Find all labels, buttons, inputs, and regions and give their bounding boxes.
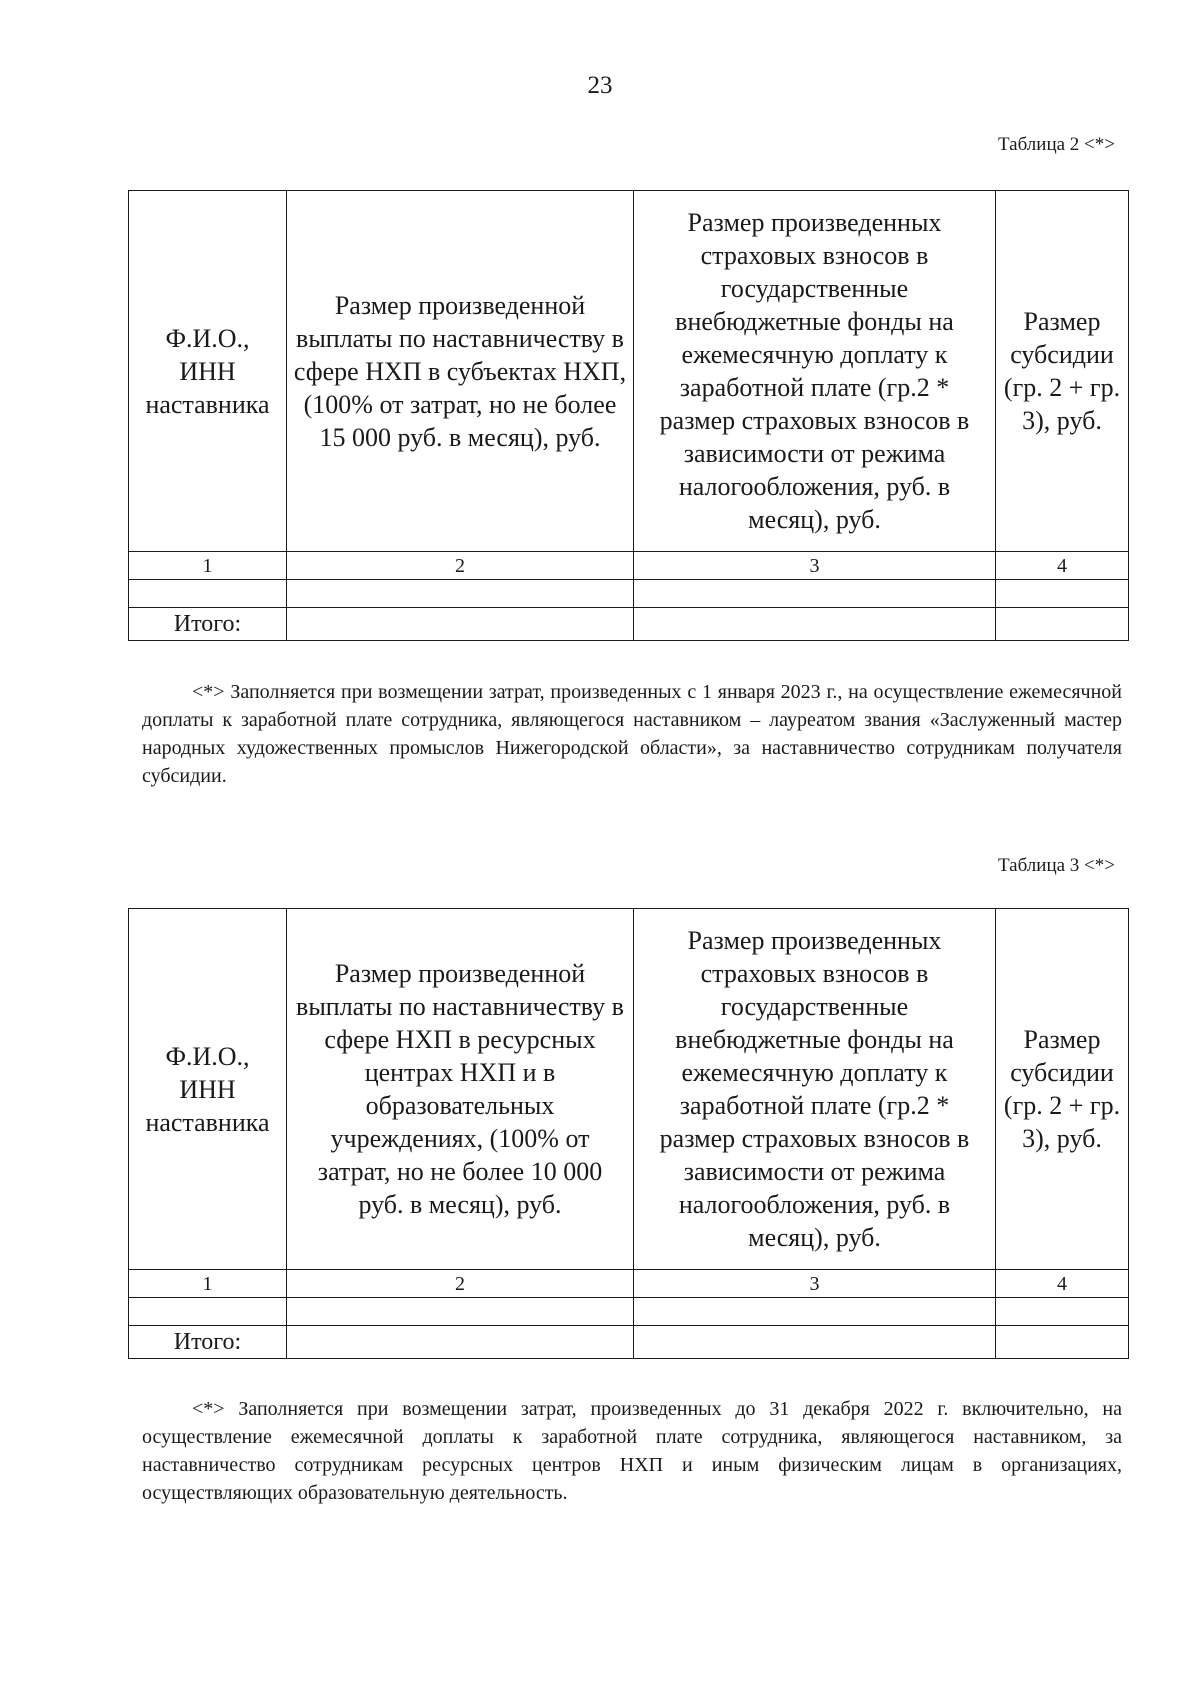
table-3-caption: Таблица 3 <*> — [998, 855, 1115, 876]
table-cell — [634, 608, 996, 641]
table-2-footnote — [142, 678, 1122, 790]
table-3-colnum-3: 3 — [634, 1270, 996, 1298]
table-3-column-numbers — [129, 1270, 1129, 1298]
table-3-header-row — [129, 909, 1129, 1270]
table-2-footnote-text: <*> Заполняется при возмещении затрат, произведенных с 1 января 2023 г., на осуществление ежемесячной доплаты к заработной плате сотрудника, являющегося наставником – лауреатом звания «Заслуженный мастер народных художественных промыслов Нижегородской области», за наставничество сотрудникам получателя субсидии. — [142, 681, 1122, 787]
table-3-footnote — [142, 1395, 1122, 1507]
table-cell — [996, 1326, 1129, 1359]
table-2-colnum-2: 2 — [287, 552, 634, 580]
table-3-colnum-4: 4 — [996, 1270, 1129, 1298]
table-cell — [287, 608, 634, 641]
table-3-total-label: Итого: — [129, 1326, 287, 1359]
table-3-header-fio: Ф.И.О., ИНН наставника — [129, 909, 287, 1270]
table-cell — [634, 1298, 996, 1326]
table-cell — [996, 580, 1129, 608]
table-2-column-numbers — [129, 552, 1129, 580]
table-2-colnum-4: 4 — [996, 552, 1129, 580]
table-2-header-subsidy: Размер субсидии (гр. 2 + гр. 3), руб. — [996, 191, 1129, 552]
page-number: 23 — [587, 72, 613, 99]
table-cell — [634, 580, 996, 608]
table-2-caption: Таблица 2 <*> — [998, 134, 1115, 155]
table-cell — [287, 1298, 634, 1326]
table-3-empty-row — [129, 1298, 1129, 1326]
table-2-total-label: Итого: — [129, 608, 287, 641]
table-3-colnum-2: 2 — [287, 1270, 634, 1298]
table-3-colnum-1: 1 — [129, 1270, 287, 1298]
table-cell — [996, 608, 1129, 641]
table-cell — [996, 1298, 1129, 1326]
table-2-header-row — [129, 191, 1129, 552]
table-2-total-row — [129, 608, 1129, 641]
table-cell — [129, 580, 287, 608]
table-3-footnote-text: <*> Заполняется при возмещении затрат, произведенных до 31 декабря 2022 г. включительно, на осуществление ежемесячной доплаты к заработной плате сотрудника, являющегося наставником, за наставничество сотрудникам ресурсных центров НХП и иным физическим лицам в организациях, осуществляющих образовательную деятельность. — [142, 1398, 1122, 1504]
table-3-header-subsidy: Размер субсидии (гр. 2 + гр. 3), руб. — [996, 909, 1129, 1270]
table-3 — [128, 908, 1129, 1359]
table-2-header-fio: Ф.И.О., ИНН наставника — [129, 191, 287, 552]
table-3-total-row — [129, 1326, 1129, 1359]
table-2-empty-row — [129, 580, 1129, 608]
table-2 — [128, 190, 1129, 641]
table-2-header-insurance: Размер произведенных страховых взносов в государственные внебюджетные фонды на ежемесячную доплату к заработной плате (гр.2 * размер страховых взносов в зависимости от режима налогообложения, руб. в месяц), руб. — [634, 191, 996, 552]
table-3-header-payment: Размер произведенной выплаты по наставничеству в сфере НХП в ресурсных центрах НХП и в образовательных учреждениях, (100% от затрат, но не более 10 000 руб. в месяц), руб. — [287, 909, 634, 1270]
table-cell — [287, 1326, 634, 1359]
table-cell — [287, 580, 634, 608]
table-2-colnum-3: 3 — [634, 552, 996, 580]
table-cell — [129, 1298, 287, 1326]
table-2-colnum-1: 1 — [129, 552, 287, 580]
table-cell — [634, 1326, 996, 1359]
table-2-header-payment: Размер произведенной выплаты по наставничеству в сфере НХП в субъектах НХП, (100% от затрат, но не более 15 000 руб. в месяц), руб. — [287, 191, 634, 552]
table-3-header-insurance: Размер произведенных страховых взносов в государственные внебюджетные фонды на ежемесячную доплату к заработной плате (гр.2 * размер страховых взносов в зависимости от режима налогообложения, руб. в месяц), руб. — [634, 909, 996, 1270]
